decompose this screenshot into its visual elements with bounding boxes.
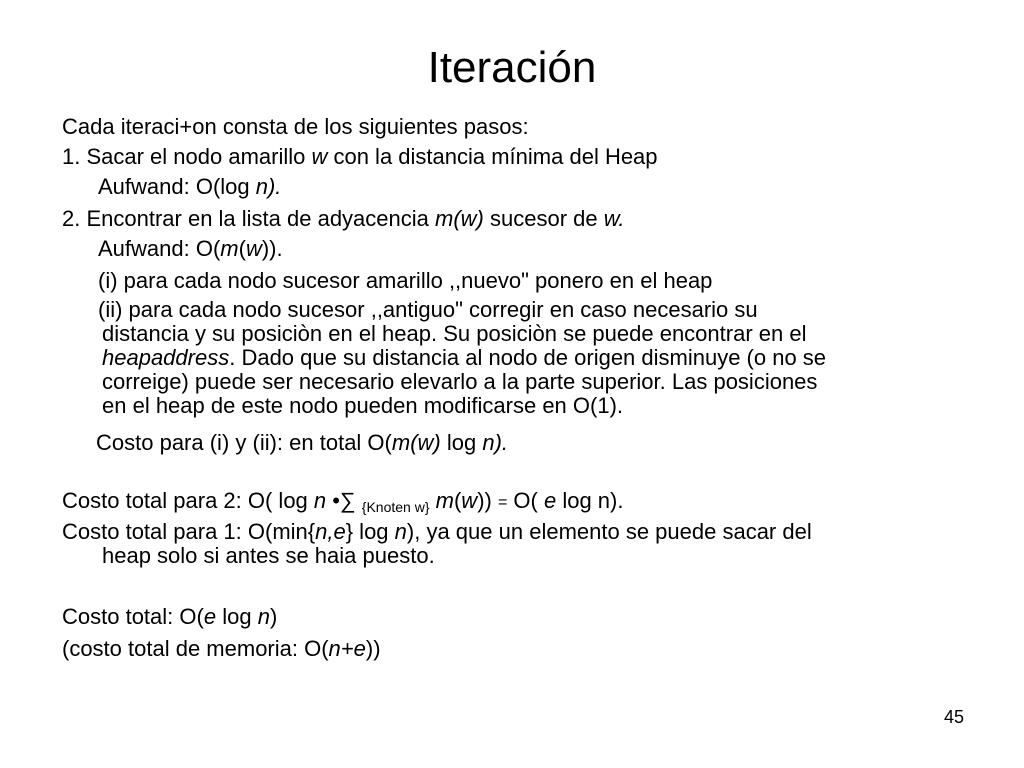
sum-subscript: {Knoten w}	[361, 499, 430, 515]
text-fragment-italic: w	[311, 144, 328, 169]
intro-text: Cada iteraci+on consta de los siguientes pasos:	[62, 114, 529, 139]
text-fragment: (ii) para cada nodo sucesor ,,antiguo" corregir en caso necesario su	[98, 297, 758, 322]
total-cost-line	[62, 604, 277, 630]
text-fragment-italic: n+e	[328, 636, 366, 661]
text-fragment: con la distancia mínima del Heap	[327, 144, 658, 169]
text-fragment-italic: n	[313, 488, 327, 513]
step-1-line	[62, 144, 658, 170]
text-fragment: O(	[507, 488, 544, 513]
total-cost-2-line	[62, 488, 623, 520]
text-fragment: log n).	[556, 488, 624, 513]
cost-i-ii-line	[96, 430, 508, 456]
text-fragment: (	[453, 488, 462, 513]
text-fragment: correige) puede ser necesario elevarlo a la parte superior. Las posiciones	[102, 369, 818, 394]
text-fragment-italic: n).	[482, 430, 509, 455]
text-fragment: 1. Sacar el nodo amarillo	[62, 144, 312, 169]
text-fragment-italic: heapaddress	[102, 345, 230, 370]
text-fragment: ))	[477, 488, 498, 513]
text-fragment-italic: w	[245, 236, 262, 261]
intro-line	[62, 114, 529, 140]
text-fragment: ), ya que un elemento se puede sacar del	[406, 519, 812, 544]
text-fragment: •∑	[326, 488, 362, 513]
text-fragment: )	[269, 604, 278, 629]
text-fragment: Costo total para 1: O(min{	[62, 519, 316, 544]
text-fragment: 2. Encontrar en la lista de adyacencia	[62, 206, 436, 231]
step-1-cost-line	[98, 174, 281, 200]
text-fragment-italic: n	[394, 519, 407, 544]
text-fragment-italic: n,e	[315, 519, 346, 544]
text-fragment-italic: e	[203, 604, 217, 629]
text-line	[62, 519, 812, 544]
text-fragment: heap solo si antes se haia puesto.	[102, 543, 435, 568]
text-fragment: Aufwand: O(	[98, 236, 221, 261]
text-fragment: log	[440, 430, 483, 455]
text-fragment: . Dado que su distancia al nodo de origen disminuye (o no se	[229, 345, 827, 370]
total-cost-1-paragraph	[62, 520, 942, 568]
text-fragment: sucesor de	[483, 206, 604, 231]
text-fragment: Costo total: O(	[62, 604, 204, 629]
memory-cost-line	[62, 636, 381, 662]
text-fragment-italic: m	[435, 488, 454, 513]
slide-title: Iteración	[427, 43, 597, 92]
sub-step-ii-paragraph	[98, 298, 978, 418]
text-fragment: log	[216, 604, 258, 629]
text-fragment-italic: e	[543, 488, 557, 513]
text-fragment: Costo para (i) y (ii): en total O(	[96, 430, 392, 455]
text-fragment: (	[238, 236, 246, 261]
text-fragment: Aufwand: O(log	[98, 174, 256, 199]
text-fragment: (i) para cada nodo sucesor amarillo ,,nuevo" ponero en el heap	[98, 268, 713, 293]
sub-step-i-line	[98, 268, 712, 294]
text-fragment: ))	[365, 636, 381, 661]
equals-sign: =	[497, 494, 508, 511]
text-fragment-italic: n	[257, 604, 270, 629]
text-fragment: } log	[345, 519, 395, 544]
text-fragment-italic: m(w)	[435, 206, 484, 231]
text-fragment: Costo total para 2: O( log	[62, 488, 314, 513]
text-line	[98, 346, 978, 370]
text-fragment: (costo total de memoria: O(	[62, 636, 329, 661]
text-fragment: distancia y su posiciòn en el heap. Su posiciòn se puede encontrar en el	[102, 321, 807, 346]
text-fragment: )).	[261, 236, 283, 261]
text-fragment-italic: m(w)	[391, 430, 441, 455]
text-fragment-italic: w	[461, 488, 478, 513]
text-fragment-italic: m	[220, 236, 239, 261]
text-fragment-italic: w.	[603, 206, 625, 231]
step-2-line	[62, 206, 625, 232]
text-fragment: en el heap de este nodo pueden modificarse en O(1).	[102, 393, 624, 418]
text-fragment-italic: n).	[255, 174, 282, 199]
page-number: 45	[943, 707, 964, 727]
step-2-cost-line	[98, 236, 283, 262]
